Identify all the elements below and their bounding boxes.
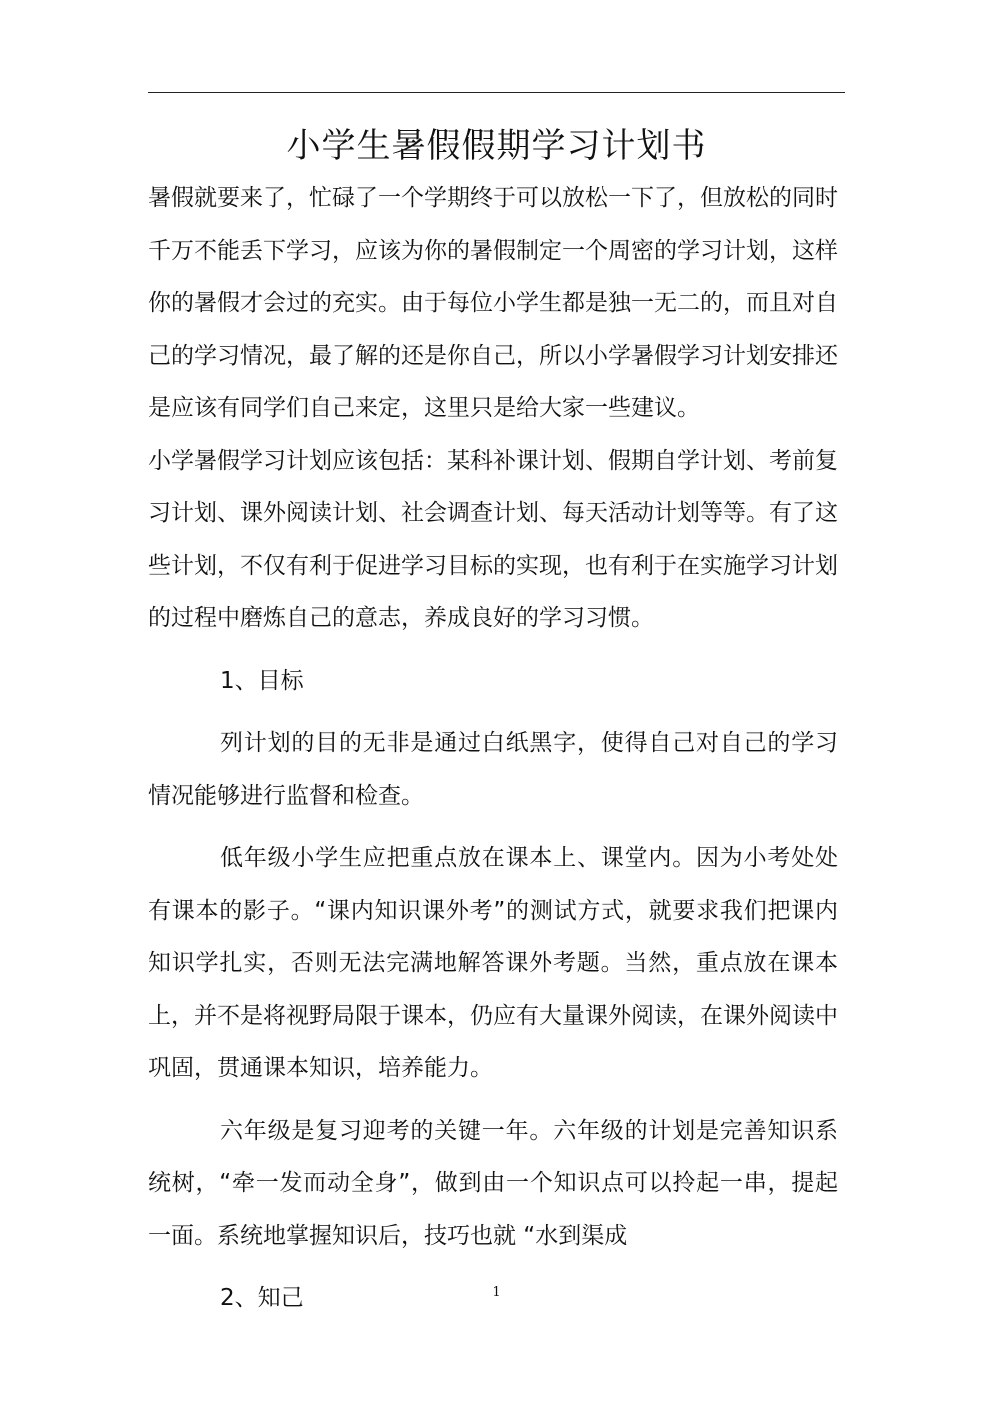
goal-paragraph-sixth-grade: 六年级是复习迎考的关键一年。六年级的计划是完善知识系统树，“牵一发而动全身”，做到由一个知识点可以拎起一串，提起一面。系统地掌握知识后，技巧也就 “水到渠成 [148,1117,838,1249]
goal-paragraph-purpose: 列计划的目的无非是通过白纸黑字，使得自己对自己的学习情况能够进行监督和检查。 [148,730,838,809]
plan-contents-paragraph: 小学暑假学习计划应该包括：某科补课计划、假期自学计划、考前复习计划、课外阅读计划、社会调查计划、每天活动计划等等。有了这些计划，不仅有利于促进学习目标的实现，也有利于在实施学习计划的过程中磨炼自己的意志，养成良好的学习习惯。 [148,447,838,631]
page-title: 小学生暑假假期学习计划书 [286,126,707,166]
document-body [148,172,838,1325]
goal-paragraph-lower-grades: 低年级小学生应把重点放在课本上、课堂内。因为小考处处有课本的影子。“课内知识课外考”的测试方式，就要求我们把课内知识学扎实，否则无法完满地解答课外考题。当然，重点放在课本上，并不是将视野局限于课本，仍应有大量课外阅读，在课外阅读中巩固，贯通课本知识，培养能力。 [148,845,838,1081]
header-rule [148,92,845,93]
section-heading-goal: 1、目标 [220,667,304,694]
section-heading-know-yourself: 2、知己 [220,1285,304,1311]
page-number: 1 [492,1285,501,1300]
intro-paragraph: 暑假就要来了，忙碌了一个学期终于可以放松一下了，但放松的同时千万不能丢下学习，应该为你的暑假制定一个周密的学习计划，这样你的暑假才会过的充实。由于每位小学生都是独一无二的，而且对自己的学习情况，最了解的还是你自己，所以小学暑假学习计划安排还是应该有同学们自己来定，这里只是给大家一些建议。 [148,185,838,421]
